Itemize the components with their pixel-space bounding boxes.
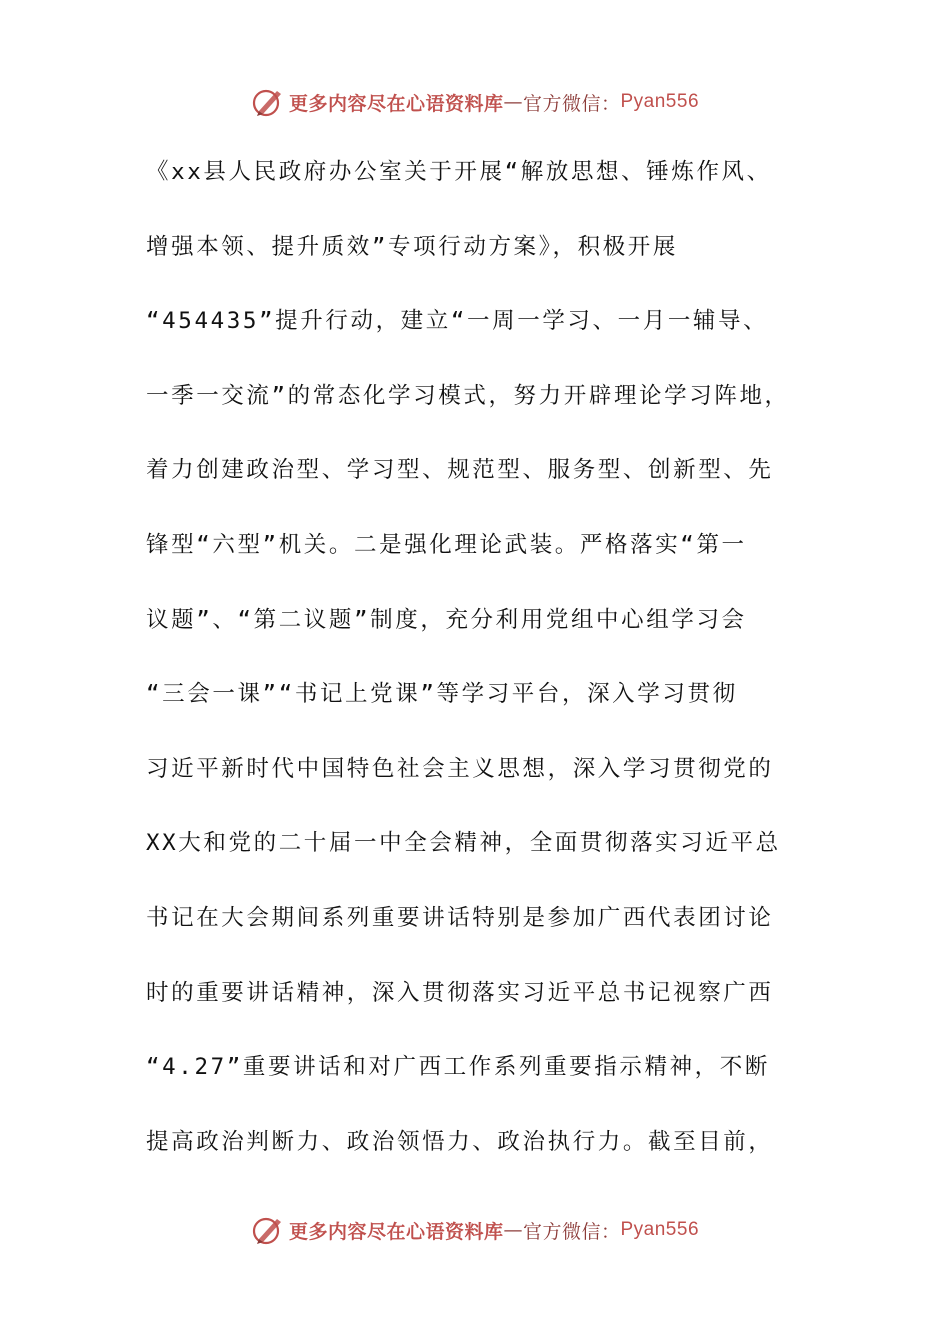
banner-main-text: 更多内容尽在心语资料库 (288, 1220, 504, 1243)
body-line: 时的重要讲话精神，深入贯彻落实习近平总书记视察广西 (146, 979, 774, 1006)
document-body (146, 140, 806, 1184)
footer-watermark-banner (0, 1210, 950, 1250)
pen-logo-icon (251, 85, 285, 119)
body-line: 提高政治判断力、政治领悟力、政治执行力。截至目前， (146, 1128, 774, 1155)
body-line: 增强本领、提升质效”专项行动方案》，积极开展 (146, 233, 678, 260)
banner-dash: — (503, 1219, 523, 1241)
body-line: “4.27”重要讲话和对广西工作系列重要指示精神，不断 (146, 1054, 770, 1081)
banner-sub-text: 官方微信： (522, 1220, 621, 1243)
pen-logo-icon (251, 1213, 285, 1247)
body-line: “454435”提升行动，建立“一周一学习、一月一辅导、 (146, 308, 769, 335)
banner-dash: — (503, 91, 523, 113)
body-line: 一季一交流”的常态化学习模式，努力开辟理论学习阵地， (146, 382, 790, 409)
body-line: 着力创建政治型、学习型、规范型、服务型、创新型、先 (146, 457, 774, 484)
banner-main-text: 更多内容尽在心语资料库 (288, 92, 504, 115)
body-line: 《xx县人民政府办公室关于开展“解放思想、锤炼作风、 (146, 159, 772, 185)
body-line: 习近平新时代中国特色社会主义思想，深入学习贯彻党的 (146, 755, 774, 782)
body-line: 议题”、“第二议题”制度，充分利用党组中心组学习会 (146, 606, 747, 633)
body-line: “三会一课”“书记上党课”等学习平台，深入学习贯彻 (146, 681, 738, 708)
banner-wechat-id: Pyan556 (620, 91, 700, 112)
body-line: 书记在大会期间系列重要讲话特别是参加广西代表团讨论 (146, 904, 774, 931)
body-line: XX大和党的二十届一中全会精神，全面贯彻落实习近平总 (146, 830, 781, 857)
banner-wechat-id: Pyan556 (620, 1219, 700, 1240)
banner-sub-text: 官方微信： (522, 92, 621, 115)
header-watermark-banner (0, 82, 950, 122)
body-line: 锋型“六型”机关。二是强化理论武装。严格落实“第一 (146, 531, 747, 558)
